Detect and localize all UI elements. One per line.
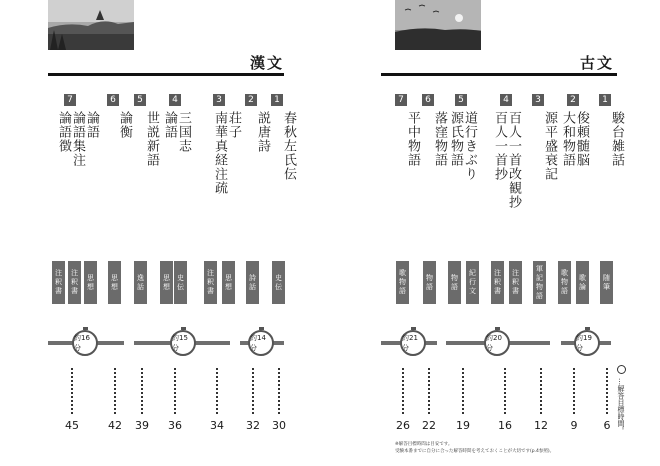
work-number: 6 bbox=[107, 94, 119, 106]
dotted-leader bbox=[278, 368, 280, 414]
work-number: 4 bbox=[500, 94, 512, 106]
work-column-7 bbox=[48, 94, 98, 167]
page-number: 34 bbox=[210, 419, 224, 432]
section-heading-kobun: 古文 bbox=[580, 54, 615, 72]
work-number: 7 bbox=[395, 94, 407, 106]
genre-tag: 詩話 bbox=[246, 261, 259, 304]
work-title: 三国志 bbox=[176, 111, 191, 153]
work-column-4 bbox=[160, 94, 190, 153]
work-column-1 bbox=[271, 94, 295, 181]
page-number: 9 bbox=[570, 419, 578, 432]
work-title: 大和物語 bbox=[560, 111, 575, 167]
genre-tag: 思想 bbox=[160, 261, 173, 304]
page-number: 42 bbox=[108, 419, 122, 432]
work-number: 4 bbox=[169, 94, 181, 106]
landscape-photo bbox=[48, 0, 134, 50]
dotted-leader bbox=[540, 368, 542, 414]
genre-tag: 物語 bbox=[423, 261, 436, 304]
section-rule bbox=[381, 73, 617, 76]
work-title: 百人一首抄 bbox=[492, 111, 507, 181]
work-title: 源氏物語 bbox=[448, 111, 463, 167]
timer-dial: 約14分 bbox=[248, 330, 274, 356]
genre-tag: 注釈書 bbox=[204, 261, 217, 304]
page-number: 36 bbox=[168, 419, 182, 432]
genre-tag: 随筆 bbox=[600, 261, 613, 304]
work-title: 百人一首改観抄 bbox=[506, 111, 521, 209]
genre-tag: 思想 bbox=[108, 261, 121, 304]
page-number: 16 bbox=[498, 419, 512, 432]
work-title: 説唐詩 bbox=[255, 111, 270, 153]
work-number: 3 bbox=[532, 94, 544, 106]
work-title: 駿台雑話 bbox=[609, 111, 624, 167]
genre-tag: 注釈書 bbox=[52, 261, 65, 304]
dotted-leader bbox=[402, 368, 404, 414]
work-number: 5 bbox=[134, 94, 146, 106]
work-column-3 bbox=[532, 94, 556, 181]
work-number: 3 bbox=[213, 94, 225, 106]
dotted-leader bbox=[114, 368, 116, 414]
timer-dial: 約16分 bbox=[72, 330, 98, 356]
work-title: 論語 bbox=[162, 111, 177, 139]
work-number: 7 bbox=[64, 94, 76, 106]
work-title: 源平盛衰記 bbox=[542, 111, 557, 181]
work-column-6 bbox=[422, 94, 446, 167]
dotted-leader bbox=[462, 368, 464, 414]
work-title: 南華真経注疏 bbox=[212, 111, 227, 195]
genre-tag: 軍記物語 bbox=[533, 261, 546, 304]
section-heading-kanbun: 漢文 bbox=[250, 54, 285, 72]
dotted-leader bbox=[174, 368, 176, 414]
dotted-leader bbox=[504, 368, 506, 414]
work-title: 落窪物語 bbox=[432, 111, 447, 167]
genre-tag: 歌物語 bbox=[558, 261, 571, 304]
page-number: 12 bbox=[534, 419, 548, 432]
page-number: 45 bbox=[65, 419, 79, 432]
dotted-leader bbox=[428, 368, 430, 414]
dotted-leader bbox=[141, 368, 143, 414]
work-title: 論語 bbox=[84, 111, 99, 139]
timer-dial: 約20分 bbox=[484, 330, 510, 356]
work-number: 2 bbox=[567, 94, 579, 106]
page-number: 30 bbox=[272, 419, 286, 432]
genre-tag: 思想 bbox=[222, 261, 235, 304]
work-title: 世説新語 bbox=[144, 111, 159, 167]
timer-dial: 約21分 bbox=[400, 330, 426, 356]
work-column-4 bbox=[486, 94, 520, 209]
work-title: 春秋左氏伝 bbox=[281, 111, 296, 181]
work-column-2 bbox=[558, 94, 588, 167]
genre-tag: 紀行文 bbox=[466, 261, 479, 304]
genre-tag: 物語 bbox=[448, 261, 461, 304]
dotted-leader bbox=[252, 368, 254, 414]
work-column-6 bbox=[107, 94, 131, 139]
work-number: 1 bbox=[599, 94, 611, 106]
page-number: 39 bbox=[135, 419, 149, 432]
work-title: 論語集注 bbox=[70, 111, 85, 167]
timer-dial: 約19分 bbox=[574, 330, 600, 356]
dotted-leader bbox=[216, 368, 218, 414]
genre-tag: 注釈書 bbox=[491, 261, 504, 304]
work-column-3 bbox=[210, 94, 240, 195]
work-number: 2 bbox=[245, 94, 257, 106]
work-number: 5 bbox=[455, 94, 467, 106]
dotted-leader bbox=[573, 368, 575, 414]
footnote-line: 受験本番までに自分に合った解答時間を考えておくことが大切です(p.4参照)。 bbox=[395, 449, 555, 454]
page-number: 19 bbox=[456, 419, 470, 432]
work-number: 6 bbox=[422, 94, 434, 106]
genre-tag: 史伝 bbox=[174, 261, 187, 304]
dotted-leader bbox=[71, 368, 73, 414]
sunset-photo bbox=[395, 0, 481, 50]
work-title: 荘子 bbox=[226, 111, 241, 139]
work-title: 論衡 bbox=[117, 111, 132, 139]
work-column-2 bbox=[245, 94, 269, 153]
page-number: 6 bbox=[603, 419, 611, 432]
timer-legend-icon bbox=[617, 365, 626, 374]
genre-tag: 史伝 bbox=[272, 261, 285, 304]
work-title: 道行きぶり bbox=[462, 111, 477, 181]
work-title: 論語徴 bbox=[56, 111, 71, 153]
work-number: 1 bbox=[271, 94, 283, 106]
section-rule bbox=[48, 73, 284, 76]
genre-tag: 思想 bbox=[84, 261, 97, 304]
dotted-leader bbox=[606, 368, 608, 414]
genre-tag: 注釈書 bbox=[509, 261, 522, 304]
footnote-line: ※解答目標時間は目安です。 bbox=[395, 442, 453, 447]
timer-legend: …解答目標時間。 bbox=[617, 378, 625, 434]
work-title: 平中物語 bbox=[405, 111, 420, 167]
page-number: 22 bbox=[422, 419, 436, 432]
genre-tag: 逸話 bbox=[134, 261, 147, 304]
genre-tag: 歌論 bbox=[576, 261, 589, 304]
work-column-5 bbox=[446, 94, 476, 181]
page-number: 26 bbox=[396, 419, 410, 432]
genre-tag: 注釈書 bbox=[68, 261, 81, 304]
timer-dial: 約15分 bbox=[170, 330, 196, 356]
work-title: 俊頼髄脳 bbox=[574, 111, 589, 167]
genre-tag: 歌物語 bbox=[396, 261, 409, 304]
footnote bbox=[395, 441, 554, 455]
work-column-5 bbox=[134, 94, 158, 167]
work-column-7 bbox=[395, 94, 419, 167]
work-column-1 bbox=[599, 94, 623, 167]
page-number: 32 bbox=[246, 419, 260, 432]
